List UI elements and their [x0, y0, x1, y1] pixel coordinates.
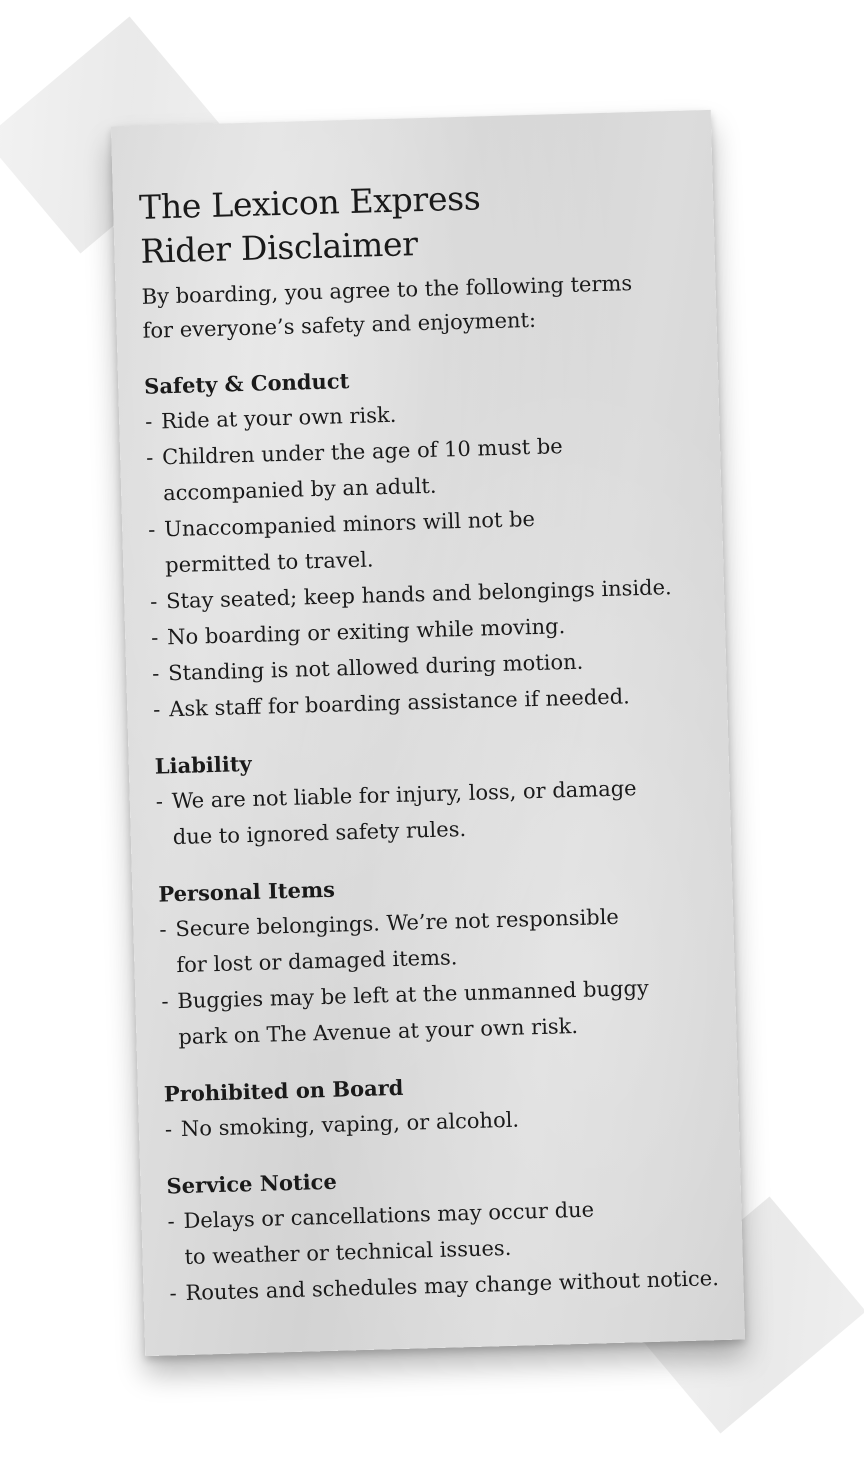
disclaimer-content	[139, 170, 730, 1311]
bullet-dash: -	[164, 1117, 173, 1142]
section-heading: Personal Items	[158, 876, 336, 907]
rule-text-line-1: Buggies may be left at the unmanned buggy	[177, 975, 650, 1014]
sections-container	[144, 354, 730, 1311]
title-line-1: The Lexicon Express	[138, 178, 481, 227]
rule-text-line-1: Ask staff for boarding assistance if needed.	[168, 684, 631, 722]
rule-text-line-1: Stay seated; keep hands and belongings inside.	[165, 575, 672, 614]
intro-line-1: By boarding, you agree to the following terms	[141, 271, 633, 309]
section-heading: Service Notice	[166, 1168, 338, 1199]
title-line-2: Rider Disclaimer	[139, 224, 419, 271]
rule-text-line-1: Secure belongings. We’re not responsible	[175, 904, 620, 942]
rule-item	[155, 768, 717, 856]
rule-text-line-2: for lost or damaged items.	[176, 945, 458, 978]
rule-text-line-2: to weather or technical issues.	[184, 1235, 512, 1269]
bullet-dash: -	[152, 697, 161, 722]
rule-text-line-1: Unaccompanied minors will not be	[163, 506, 536, 542]
bullet-dash: -	[151, 661, 160, 686]
section	[158, 862, 723, 1056]
bullet-dash: -	[149, 589, 158, 614]
rule-text-line-2: park on The Avenue at your own risk.	[178, 1013, 579, 1050]
rule-text-line-1: We are not liable for injury, loss, or damage	[171, 776, 637, 814]
disclaimer-paper	[111, 110, 745, 1356]
section	[164, 1062, 726, 1148]
rule-text-line-1: Children under the age of 10 must be	[161, 434, 563, 470]
rule-text-line-1: Standing is not allowed during motion.	[167, 649, 584, 686]
bullet-dash: -	[147, 517, 156, 542]
bullet-dash: -	[150, 625, 159, 650]
rule-text-line-1: Routes and schedules may change without notice.	[185, 1266, 720, 1305]
bullet-dash: -	[159, 917, 167, 942]
bullet-dash: -	[155, 789, 164, 814]
rule-text-line-1: Ride at your own risk.	[160, 402, 397, 434]
section-heading: Liability	[154, 750, 253, 779]
rule-text-line-1: No smoking, vaping, or alcohol.	[180, 1107, 520, 1142]
section-heading: Prohibited on Board	[163, 1074, 404, 1107]
bullet-dash: -	[144, 409, 153, 434]
intro-line-2: for everyone’s safety and enjoyment:	[142, 307, 537, 343]
document-title	[139, 170, 701, 274]
bullet-dash: -	[169, 1281, 177, 1306]
rule-text-line-2: accompanied by an adult.	[162, 473, 437, 506]
bullet-dash: -	[167, 1209, 175, 1234]
bullet-dash: -	[161, 989, 169, 1014]
rule-text-line-2: permitted to travel.	[164, 547, 374, 578]
bullet-dash: -	[145, 445, 154, 470]
section	[166, 1154, 730, 1312]
rule-item	[161, 968, 723, 1056]
rule-text-line-1: No boarding or exiting while moving.	[166, 614, 566, 650]
intro-text	[141, 264, 703, 348]
rule-text-line-1: Delays or cancellations may occur due	[183, 1197, 595, 1234]
section	[154, 734, 717, 856]
section	[144, 354, 714, 727]
section-heading: Safety & Conduct	[143, 368, 350, 399]
rule-text-line-2: due to ignored safety rules.	[172, 816, 467, 850]
